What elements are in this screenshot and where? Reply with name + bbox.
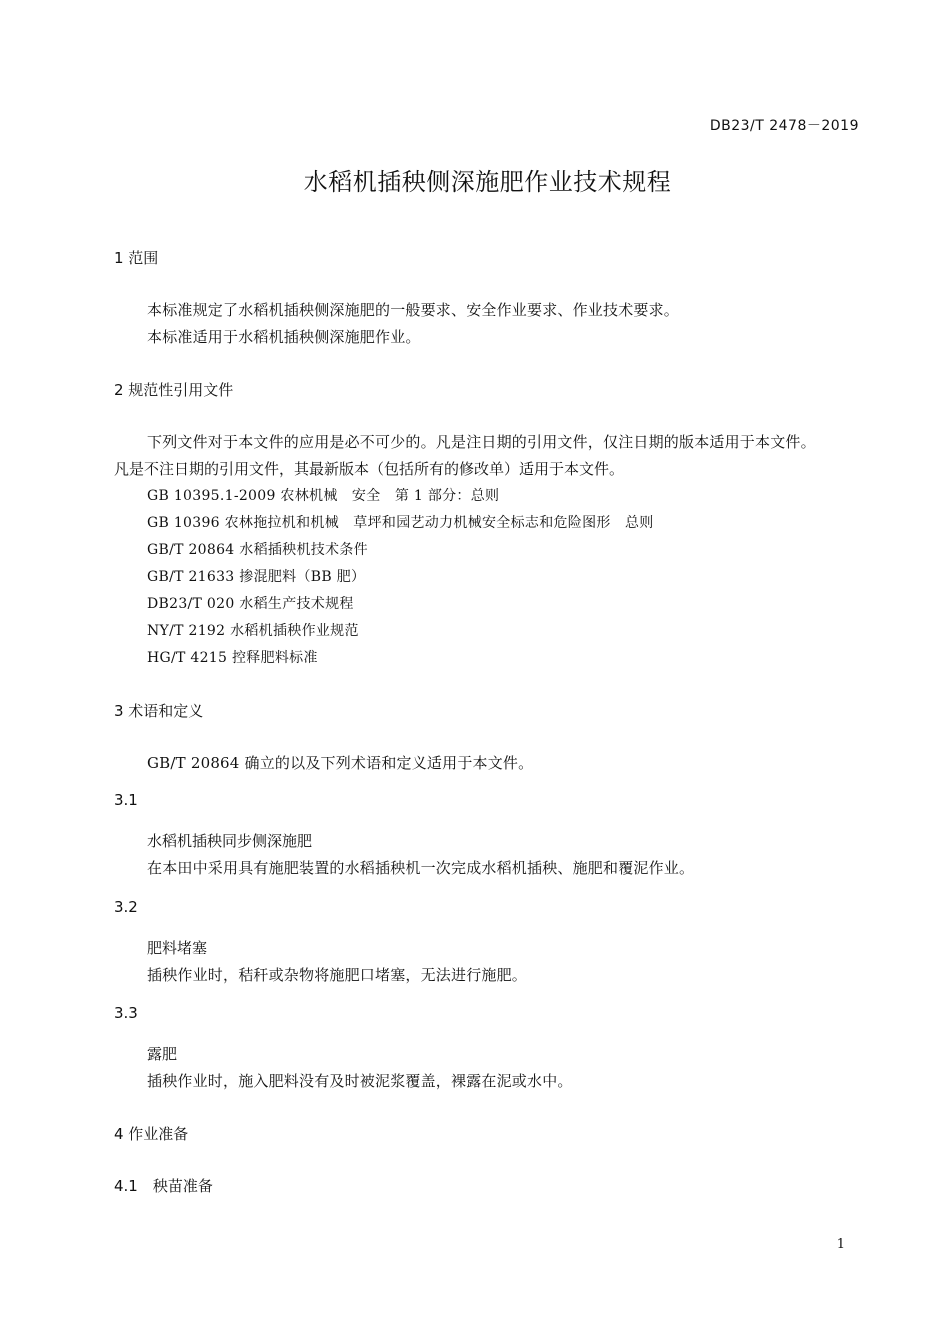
section-1-paragraph-2: 本标准适用于水稻机插秧侧深施肥作业。 [147,328,421,346]
section-3-intro: GB/T 20864 确立的以及下列术语和定义适用于本文件。 [147,754,534,772]
term-name: 肥料堵塞 [147,939,208,957]
reference-item: GB 10395.1-2009 农林机械 安全 第 1 部分：总则 [147,488,500,504]
term-name: 露肥 [147,1045,178,1063]
term-number: 3.3 [114,1004,138,1022]
reference-item: HG/T 4215 控释肥料标准 [147,650,318,666]
section-2-paragraph-line-1: 下列文件对于本文件的应用是必不可少的。凡是注日期的引用文件，仅注日期的版本适用于本文件。 [147,433,816,451]
standard-code: DB23/T 2478－2019 [709,118,859,134]
document-title: 水稻机插秧侧深施肥作业技术规程 [303,168,672,196]
section-1-paragraph-1: 本标准规定了水稻机插秧侧深施肥的一般要求、安全作业要求、作业技术要求。 [147,301,680,319]
term-definition: 插秧作业时，秸秆或杂物将施肥口堵塞，无法进行施肥。 [147,966,528,984]
term-name: 水稻机插秧同步侧深施肥 [147,832,313,850]
section-2-heading: 2 规范性引用文件 [114,381,234,399]
reference-item: GB/T 20864 水稻插秧机技术条件 [147,542,368,558]
section-3-heading: 3 术语和定义 [114,702,204,720]
subsection-4-1-heading: 4.1 秧苗准备 [114,1177,213,1195]
section-1-heading: 1 范围 [114,249,159,267]
term-number: 3.2 [114,898,138,916]
reference-item: DB23/T 020 水稻生产技术规程 [147,596,354,612]
section-2-paragraph-line-2: 凡是不注日期的引用文件，其最新版本（包括所有的修改单）适用于本文件。 [114,460,625,478]
page-number: 1 [836,1237,845,1252]
term-definition: 插秧作业时，施入肥料没有及时被泥浆覆盖，裸露在泥或水中。 [147,1072,573,1090]
term-number: 3.1 [114,791,138,809]
term-definition: 在本田中采用具有施肥装置的水稻插秧机一次完成水稻机插秧、施肥和覆泥作业。 [147,859,695,877]
reference-item: NY/T 2192 水稻机插秧作业规范 [147,623,359,639]
section-4-heading: 4 作业准备 [114,1125,189,1143]
reference-item: GB/T 21633 掺混肥料（BB 肥） [147,569,366,585]
reference-item: GB 10396 农林拖拉机和机械 草坪和园艺动力机械安全标志和危险图形 总则 [147,515,654,531]
